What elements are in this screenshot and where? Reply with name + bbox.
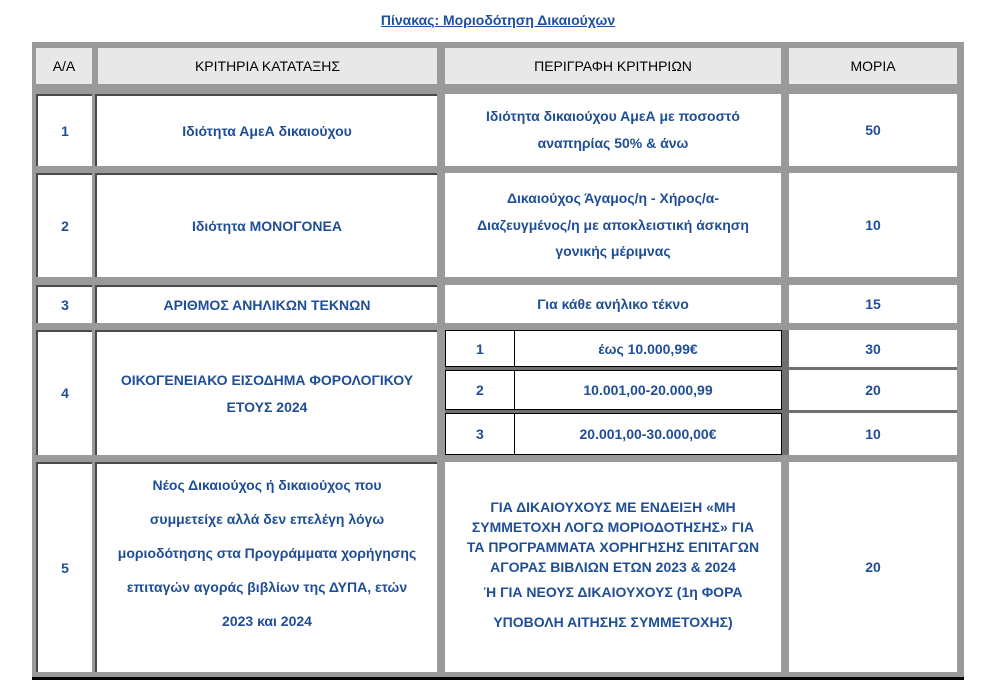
row3-description: Για κάθε ανήλικο τέκνο xyxy=(445,285,781,323)
row3-aa: 3 xyxy=(36,285,92,323)
row5-points: 20 xyxy=(789,462,957,672)
row2-description: Δικαιούχος Άγαμος/η - Χήρος/α- Διαζευγμένος/η με αποκλειστική άσκηση γονικής μέριμνας xyxy=(445,173,781,277)
tier3-range: 20.001,00-30.000,00€ xyxy=(514,413,782,455)
header-criteria: ΚΡΙΤΗΡΙΑ ΚΑΤΑΤΑΞΗΣ xyxy=(98,48,437,84)
row3-points: 15 xyxy=(789,285,957,323)
tier2-points: 20 xyxy=(789,370,957,410)
row5-criterion: Νέος Δικαιούχος ή δικαιούχος που συμμετείχε αλλά δεν επελέγη λόγω μοριοδότησης στα Προγράμματα χορήγησης επιταγών αγοράς βιβλίων της ΔΥΠΑ, ετών 2023 και 2024 xyxy=(95,462,437,672)
row1-points: 50 xyxy=(789,94,957,166)
row5-description-line1: ΓΙΑ ΔΙΚΑΙΟΥΧΟΥΣ ΜΕ ΕΝΔΕΙΞΗ «ΜΗ ΣΥΜΜΕΤΟΧΗ ΛΟΓΩ ΜΟΡΙΟΔΟΤΗΣΗΣ» ΓΙΑ ΤΑ ΠΡΟΓΡΑΜΜΑΤΑ ΧΟΡΗΓΗΣΗΣ ΕΠΙΤΑΓΩΝ ΑΓΟΡΑΣ ΒΙΒΛΙΩΝ ΕΤΩΝ 2023 & 2024 xyxy=(466,499,760,575)
tier3-number: 3 xyxy=(445,413,515,455)
row2-aa: 2 xyxy=(36,173,92,277)
tier1-points: 30 xyxy=(789,330,957,367)
row4-aa: 4 xyxy=(36,330,92,455)
row5-description-line2: Ή ΓΙΑ ΝΕΟΥΣ ΔΙΚΑΙΟΥΧΟΥΣ (1η ΦΟΡΑ ΥΠΟΒΟΛΗ ΑΙΤΗΣΗΣ ΣΥΜΜΕΤΟΧΗΣ) xyxy=(483,584,743,630)
tier1-range: έως 10.000,99€ xyxy=(514,330,782,367)
tier2-range: 10.001,00-20.000,99 xyxy=(514,370,782,410)
header-description: ΠΕΡΙΓΡΑΦΗ ΚΡΙΤΗΡΙΩΝ xyxy=(445,48,781,84)
row5-aa: 5 xyxy=(36,462,92,672)
page-title: Πίνακας: Μοριοδότηση Δικαιούχων xyxy=(380,12,616,28)
row2-points: 10 xyxy=(789,173,957,277)
row5-description xyxy=(445,462,781,672)
row1-criterion: Ιδιότητα ΑμεΑ δικαιούχου xyxy=(95,94,437,166)
header-points: ΜΟΡΙΑ xyxy=(789,48,957,84)
row1-aa: 1 xyxy=(36,94,92,166)
row1-description: Ιδιότητα δικαιούχου ΑμεΑ με ποσοστό αναπηρίας 50% & άνω xyxy=(445,94,781,166)
row3-criterion: ΑΡΙΘΜΟΣ ΑΝΗΛΙΚΩΝ ΤΕΚΝΩΝ xyxy=(95,285,437,323)
tier2-number: 2 xyxy=(445,370,515,410)
row4-criterion: ΟΙΚΟΓΕΝΕΙΑΚΟ ΕΙΣΟΔΗΜΑ ΦΟΡΟΛΟΓΙΚΟΥ ΕΤΟΥΣ 2024 xyxy=(95,330,437,455)
tier3-points: 10 xyxy=(789,413,957,455)
table-bottom-border xyxy=(32,677,964,680)
header-aa: Α/Α xyxy=(36,48,92,84)
tier1-number: 1 xyxy=(445,330,515,367)
row2-criterion: Ιδιότητα ΜΟΝΟΓΟΝΕΑ xyxy=(95,173,437,277)
